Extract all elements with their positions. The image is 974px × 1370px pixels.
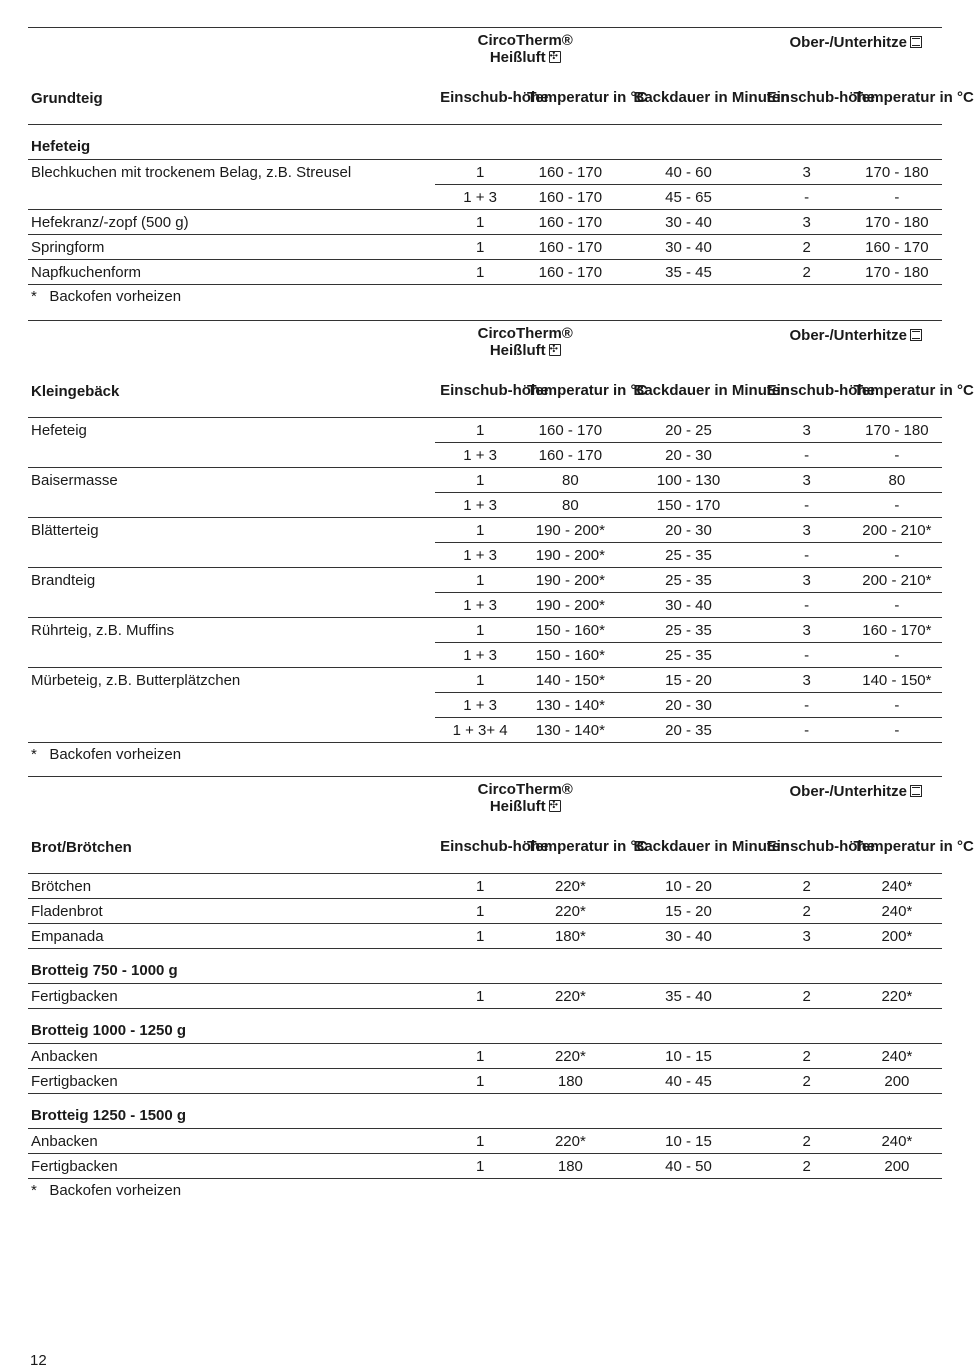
cell-e2: -: [762, 493, 852, 518]
cell-t1: 180: [525, 1154, 615, 1179]
cell-t1: 220*: [525, 899, 615, 924]
group-title: Hefeteig: [28, 125, 942, 160]
cell-e1: 1 + 3: [435, 543, 525, 568]
footnote: * Backofen vorheizen: [31, 745, 182, 763]
cell-t1: 140 - 150*: [525, 668, 615, 693]
table-row: [28, 899, 942, 924]
cell-d: 20 - 35: [616, 718, 762, 743]
row-name: Blätterteig: [31, 521, 99, 539]
group-row: [28, 949, 942, 984]
cell-d: 25 - 35: [616, 543, 762, 568]
col-backdauer: Backdauer in Minuten: [633, 837, 790, 855]
cell-e1: 1 + 3: [435, 185, 525, 210]
mode-header-row: [28, 28, 942, 71]
table-row: [28, 568, 942, 593]
cell-t2: -: [852, 718, 942, 743]
group-title: Brotteig 750 - 1000 g: [28, 949, 942, 984]
col-temperatur-2: Temperatur in °C: [853, 837, 974, 855]
cell-t1: 150 - 160*: [525, 618, 615, 643]
cell-t1: 80: [525, 493, 615, 518]
cell-d: 35 - 40: [616, 984, 762, 1009]
row-name: Anbacken: [28, 1044, 435, 1069]
cell-e2: -: [762, 643, 852, 668]
col-einschub-1: Einschub-höhe: [440, 381, 549, 399]
cell-t2: 170 - 180: [852, 210, 942, 235]
column-header-row: [28, 363, 942, 418]
heissluft-label: Heißluft: [489, 798, 546, 815]
top-bottom-heat-icon: [910, 329, 922, 341]
cell-t1: 190 - 200*: [525, 593, 615, 618]
cell-d: 10 - 20: [616, 874, 762, 899]
table-row: [28, 1129, 942, 1154]
row-name: [28, 185, 435, 210]
table-row: [28, 185, 942, 210]
cell-t2: 80: [852, 468, 942, 493]
cell-t2: -: [852, 493, 942, 518]
table-row: [28, 468, 942, 493]
fan-icon: [549, 344, 561, 356]
table-row: [28, 593, 942, 618]
top-bottom-heat-icon: [910, 785, 922, 797]
cell-e1: 1: [435, 1044, 525, 1069]
table-row: [28, 160, 942, 185]
column-header-row: [28, 819, 942, 874]
cell-e1: 1 + 3: [435, 493, 525, 518]
cell-t2: 200*: [852, 924, 942, 949]
cell-e2: 3: [762, 210, 852, 235]
cell-e2: 3: [762, 418, 852, 443]
cell-d: 45 - 65: [616, 185, 762, 210]
row-name: Fertigbacken: [28, 1154, 435, 1179]
row-name: Fertigbacken: [28, 1069, 435, 1094]
table-kleingebaeck: [28, 320, 974, 765]
cell-e1: 1: [435, 568, 525, 593]
circotherm-label: CircoTherm®: [477, 325, 573, 342]
cell-d: 15 - 20: [616, 668, 762, 693]
cell-t1: 150 - 160*: [525, 643, 615, 668]
cell-t2: -: [852, 693, 942, 718]
cell-t1: 190 - 200*: [525, 518, 615, 543]
cell-t1: 220*: [525, 984, 615, 1009]
cell-d: 150 - 170: [616, 493, 762, 518]
fan-icon: [549, 800, 561, 812]
cell-d: 20 - 30: [616, 518, 762, 543]
row-name: [28, 643, 435, 668]
row-name: [28, 493, 435, 518]
table-row: [28, 260, 942, 285]
cell-e2: 3: [762, 518, 852, 543]
cell-t2: 160 - 170: [852, 235, 942, 260]
cell-t1: 180: [525, 1069, 615, 1094]
row-name: Empanada: [28, 924, 435, 949]
cell-d: 40 - 45: [616, 1069, 762, 1094]
cell-t1: 190 - 200*: [525, 543, 615, 568]
table-row: [28, 1044, 942, 1069]
cell-d: 15 - 20: [616, 899, 762, 924]
cell-e1: 1: [435, 1154, 525, 1179]
cell-d: 20 - 30: [616, 443, 762, 468]
cell-e2: 3: [762, 618, 852, 643]
column-header-row: [28, 70, 942, 125]
col-temperatur-1: Temperatur in °C: [527, 837, 648, 855]
table-row: [28, 718, 942, 743]
cell-e1: 1: [435, 418, 525, 443]
cell-e2: 2: [762, 1069, 852, 1094]
cell-t1: 190 - 200*: [525, 568, 615, 593]
cell-t2: -: [852, 593, 942, 618]
table-grundteig: [28, 27, 974, 307]
cell-t1: 220*: [525, 1044, 615, 1069]
cell-d: 100 - 130: [616, 468, 762, 493]
cell-e2: 3: [762, 668, 852, 693]
cell-e2: 2: [762, 1044, 852, 1069]
cell-d: 40 - 60: [616, 160, 762, 185]
table-row: [28, 618, 942, 643]
row-name: Baisermasse: [31, 471, 118, 489]
cell-e2: 3: [762, 568, 852, 593]
col-temperatur-1: Temperatur in °C: [527, 381, 648, 399]
cell-e1: 1: [435, 468, 525, 493]
circotherm-label: CircoTherm®: [477, 32, 573, 49]
table-row: [28, 235, 942, 260]
cell-d: 25 - 35: [616, 618, 762, 643]
cell-t1: 160 - 170: [525, 160, 615, 185]
cell-t1: 80: [525, 468, 615, 493]
col-temperatur-2: Temperatur in °C: [853, 381, 974, 399]
cell-t1: 180*: [525, 924, 615, 949]
cell-e1: 1: [435, 618, 525, 643]
cell-t2: -: [852, 643, 942, 668]
cell-d: 10 - 15: [616, 1044, 762, 1069]
col-einschub-2: Einschub-höhe: [766, 88, 875, 106]
row-name: Fertigbacken: [28, 984, 435, 1009]
heissluft-label: Heißluft: [489, 342, 546, 359]
row-name: [28, 443, 435, 468]
table-row: [28, 984, 942, 1009]
row-name: Hefekranz/-zopf (500 g): [28, 210, 435, 235]
cell-t2: 240*: [852, 1129, 942, 1154]
table-row: [28, 418, 942, 443]
cell-e1: 1: [435, 260, 525, 285]
row-name: Hefeteig: [31, 421, 87, 439]
cell-e2: -: [762, 693, 852, 718]
cell-e1: 1 + 3: [435, 593, 525, 618]
cell-t2: 170 - 180: [852, 160, 942, 185]
table-row: [28, 210, 942, 235]
cell-t2: -: [852, 185, 942, 210]
heissluft-label: Heißluft: [489, 49, 546, 66]
footnote: * Backofen vorheizen: [31, 1181, 182, 1199]
cell-e2: 3: [762, 468, 852, 493]
cell-t2: 240*: [852, 899, 942, 924]
cell-e1: 1 + 3+ 4: [435, 718, 525, 743]
cell-d: 25 - 35: [616, 643, 762, 668]
cell-t2: 170 - 180: [852, 260, 942, 285]
cell-t2: 240*: [852, 1044, 942, 1069]
section-title: Grundteig: [28, 70, 435, 125]
cell-e1: 1: [435, 235, 525, 260]
cell-e2: -: [762, 593, 852, 618]
cell-e1: 1: [435, 210, 525, 235]
table-brot-broetchen: [28, 776, 974, 1201]
cell-e1: 1: [435, 874, 525, 899]
row-name: Mürbeteig, z.B. Butterplätzchen: [31, 671, 241, 689]
group-title: Brotteig 1000 - 1250 g: [28, 1009, 942, 1044]
table-row: [28, 493, 942, 518]
section-title: Kleingebäck: [28, 363, 435, 418]
circotherm-label: CircoTherm®: [477, 781, 573, 798]
group-row: [28, 1009, 942, 1044]
cell-d: 35 - 45: [616, 260, 762, 285]
col-temperatur-1: Temperatur in °C: [527, 88, 648, 106]
cell-t1: 160 - 170: [525, 260, 615, 285]
cell-d: 20 - 30: [616, 693, 762, 718]
cell-e1: 1: [435, 984, 525, 1009]
cell-e2: 2: [762, 235, 852, 260]
col-einschub-1: Einschub-höhe: [440, 88, 549, 106]
cell-t1: 160 - 170: [525, 185, 615, 210]
top-bottom-heat-icon: [910, 36, 922, 48]
col-einschub-2: Einschub-höhe: [766, 837, 875, 855]
cell-e2: 2: [762, 899, 852, 924]
table-row: [28, 693, 942, 718]
group-row: [28, 125, 942, 160]
col-backdauer: Backdauer in Minuten: [633, 88, 790, 106]
row-name: [28, 718, 435, 743]
table-row: [28, 1154, 942, 1179]
table-row: [28, 518, 942, 543]
cell-t2: 160 - 170*: [852, 618, 942, 643]
cell-e2: -: [762, 543, 852, 568]
col-einschub-1: Einschub-höhe: [440, 837, 549, 855]
cell-d: 25 - 35: [616, 568, 762, 593]
row-name: Fladenbrot: [28, 899, 435, 924]
cell-d: 40 - 50: [616, 1154, 762, 1179]
cell-t2: 140 - 150*: [852, 668, 942, 693]
cell-e1: 1 + 3: [435, 643, 525, 668]
cell-e1: 1: [435, 160, 525, 185]
cell-d: 30 - 40: [616, 924, 762, 949]
cell-d: 30 - 40: [616, 210, 762, 235]
fan-icon: [549, 51, 561, 63]
group-title: Brotteig 1250 - 1500 g: [28, 1094, 942, 1129]
cell-t2: 220*: [852, 984, 942, 1009]
table-row: [28, 443, 942, 468]
table-row: [28, 668, 942, 693]
row-name: Brandteig: [31, 571, 96, 589]
table-row: [28, 643, 942, 668]
cell-e1: 1: [435, 1069, 525, 1094]
ober-unterhitze-label: Ober-/Unterhitze: [789, 783, 907, 800]
cell-e1: 1 + 3: [435, 693, 525, 718]
cell-e1: 1: [435, 899, 525, 924]
cell-t2: 170 - 180: [852, 418, 942, 443]
col-temperatur-2: Temperatur in °C: [853, 88, 974, 106]
cell-t2: -: [852, 543, 942, 568]
row-name: Brötchen: [28, 874, 435, 899]
col-backdauer: Backdauer in Minuten: [633, 381, 790, 399]
cell-t2: 240*: [852, 874, 942, 899]
cell-d: 30 - 40: [616, 235, 762, 260]
cell-t1: 130 - 140*: [525, 693, 615, 718]
table-row: [28, 1069, 942, 1094]
group-row: [28, 1094, 942, 1129]
cell-t2: 200: [852, 1069, 942, 1094]
table-row: [28, 924, 942, 949]
row-name: Napfkuchenform: [28, 260, 435, 285]
cell-t1: 160 - 170: [525, 443, 615, 468]
cell-t1: 160 - 170: [525, 235, 615, 260]
cell-t2: -: [852, 443, 942, 468]
cell-e2: -: [762, 718, 852, 743]
cell-e1: 1: [435, 668, 525, 693]
table-row: [28, 543, 942, 568]
cell-e2: 2: [762, 260, 852, 285]
cell-t1: 220*: [525, 1129, 615, 1154]
ober-unterhitze-label: Ober-/Unterhitze: [789, 327, 907, 344]
cell-d: 10 - 15: [616, 1129, 762, 1154]
row-name: Springform: [28, 235, 435, 260]
cell-d: 30 - 40: [616, 593, 762, 618]
cell-e2: 2: [762, 1129, 852, 1154]
cell-t1: 160 - 170: [525, 210, 615, 235]
ober-unterhitze-label: Ober-/Unterhitze: [789, 34, 907, 51]
cell-t2: 200 - 210*: [852, 518, 942, 543]
page-number: 12: [30, 1352, 47, 1369]
cell-e2: -: [762, 443, 852, 468]
cell-e2: 2: [762, 984, 852, 1009]
cell-t1: 160 - 170: [525, 418, 615, 443]
row-name: [28, 693, 435, 718]
section-title: Brot/Brötchen: [28, 819, 435, 874]
cell-e2: 3: [762, 924, 852, 949]
row-name: Rührteig, z.B. Muffins: [31, 621, 175, 639]
cell-e1: 1: [435, 924, 525, 949]
cell-t1: 220*: [525, 874, 615, 899]
cell-t1: 130 - 140*: [525, 718, 615, 743]
cell-t2: 200: [852, 1154, 942, 1179]
cell-e2: 2: [762, 1154, 852, 1179]
cell-d: 20 - 25: [616, 418, 762, 443]
cell-e2: -: [762, 185, 852, 210]
cell-e1: 1: [435, 1129, 525, 1154]
row-name: [28, 543, 435, 568]
table-row: [28, 874, 942, 899]
mode-header-row: [28, 321, 942, 364]
row-name: Anbacken: [28, 1129, 435, 1154]
cell-e1: 1 + 3: [435, 443, 525, 468]
cell-t2: 200 - 210*: [852, 568, 942, 593]
cell-e1: 1: [435, 518, 525, 543]
col-einschub-2: Einschub-höhe: [766, 381, 875, 399]
cell-e2: 3: [762, 160, 852, 185]
row-name: [28, 593, 435, 618]
cell-e2: 2: [762, 874, 852, 899]
footnote: * Backofen vorheizen: [31, 287, 182, 305]
row-name: Blechkuchen mit trockenem Belag, z.B. Streusel: [31, 163, 352, 181]
mode-header-row: [28, 777, 942, 820]
